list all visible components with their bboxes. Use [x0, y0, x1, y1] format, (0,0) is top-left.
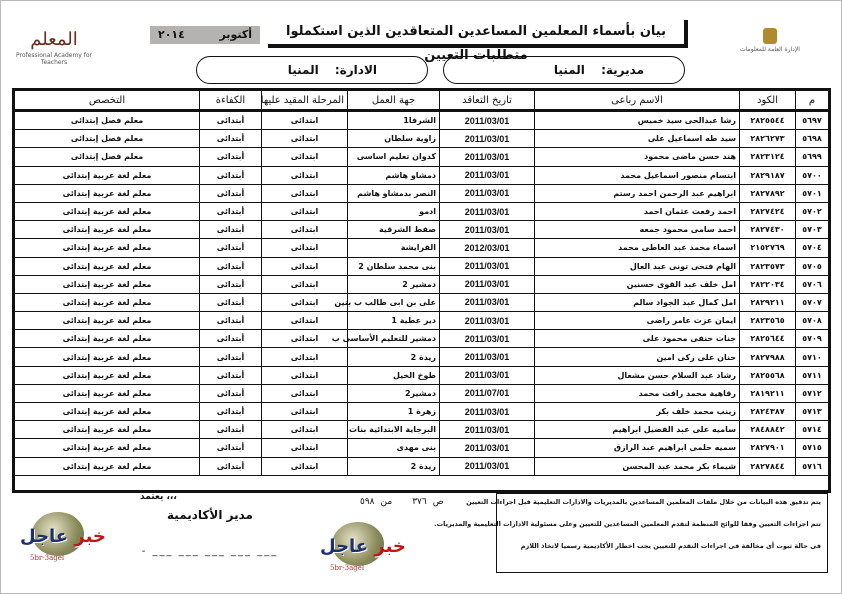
page-label: ص [432, 497, 444, 507]
watermark-text: خبر عاجل [20, 526, 106, 547]
table-row [14, 202, 830, 220]
serial-cell: ٥٧٠٨ [796, 312, 830, 330]
competency-cell: أبتدائى [200, 403, 262, 421]
name-cell: رشاد عبد السلام حسن مشعال [535, 366, 740, 384]
teachers-table [12, 88, 831, 493]
column-header: المرحلة المقيد عليها [262, 90, 348, 111]
code-cell: ٢٨٢٧٩٠١ [740, 439, 796, 457]
contract-date-cell: 2012/03/01 [440, 239, 535, 257]
competency-cell: أبتدائى [200, 148, 262, 166]
workplace-cell: بنى محمد سلطان 2 [348, 257, 440, 275]
name-cell: شيماء بكر محمد عبد المحسن [535, 457, 740, 475]
table-row [14, 239, 830, 257]
stage-cell: ابتدائى [262, 184, 348, 202]
page-number: ٣٧٦ [412, 497, 427, 507]
stage-cell: ابتدائى [262, 221, 348, 239]
ministry-logo-text: الإدارة العامة للمعلومات [740, 46, 800, 53]
name-cell: ساميه على عبد الفضيل ابراهيم [535, 421, 740, 439]
stage-cell: ابتدائى [262, 130, 348, 148]
workplace-cell: طوخ الخيل [348, 366, 440, 384]
code-cell: ٢٨٢٣٥٦٥ [740, 312, 796, 330]
specialty-cell: معلم لغة عربية إبتدائى [14, 403, 200, 421]
workplace-cell: كدوان تعليم اساسى [348, 148, 440, 166]
table-row [14, 366, 830, 384]
stage-cell: ابتدائى [262, 457, 348, 475]
code-cell: ٢٨١٩٢١١ [740, 384, 796, 402]
competency-cell: أبتدائى [200, 366, 262, 384]
stage-cell: ابتدائى [262, 330, 348, 348]
name-cell: الهام فتحى تونى عبد العال [535, 257, 740, 275]
table-row [14, 293, 830, 311]
contract-date-cell: 2011/03/01 [440, 421, 535, 439]
serial-cell: ٥٧٠٧ [796, 293, 830, 311]
stage-cell: ابتدائى [262, 257, 348, 275]
specialty-cell: معلم لغة عربية إبتدائى [14, 221, 200, 239]
academy-logo-text: Professional Academy for Teachers [16, 52, 92, 66]
blank-row [14, 475, 830, 491]
table-row [14, 330, 830, 348]
specialty-cell: معلم لغة عربية إبتدائى [14, 166, 200, 184]
competency-cell: أبتدائى [200, 330, 262, 348]
table-row [14, 257, 830, 275]
name-cell: ابراهيم عبد الرحمن احمد رستم [535, 184, 740, 202]
workplace-cell: القرايشة [348, 239, 440, 257]
table-row [14, 403, 830, 421]
specialty-cell: معلم لغة عربية إبتدائى [14, 330, 200, 348]
contract-date-cell: 2011/07/01 [440, 384, 535, 402]
date-year: ٢٠١٤ [158, 28, 185, 41]
stage-cell: ابتدائى [262, 148, 348, 166]
directorate-field [443, 56, 685, 84]
code-cell: ٢٨٤٨٨٤٢ [740, 421, 796, 439]
ministry-logo [735, 26, 805, 84]
name-cell: امل خلف عبد القوى حسنين [535, 275, 740, 293]
column-header: م [796, 90, 830, 111]
name-cell: احمد سامى محمود جمعه [535, 221, 740, 239]
table-row [14, 312, 830, 330]
serial-cell: ٥٧٠٥ [796, 257, 830, 275]
eagle-emblem-icon [763, 28, 777, 44]
notes-box [434, 493, 828, 573]
table-row [14, 421, 830, 439]
column-header: جهة العمل [348, 90, 440, 111]
workplace-cell: دمشير2 [348, 384, 440, 402]
serial-cell: ٥٧٠٤ [796, 239, 830, 257]
note-1: يتم تدقيق هذه البيانات من خلال ملفات المعلمين المساعدين بالمديريات والادارات التعليمية قبل اجراءات التعيين [466, 498, 821, 506]
competency-cell: أبتدائى [200, 111, 262, 130]
workplace-cell: ادمو [348, 202, 440, 220]
column-header: تاريخ التعاقد [440, 90, 535, 111]
code-cell: ٢٨٢٩٢١١ [740, 293, 796, 311]
code-cell: ٢٨٢٧٨٩٢ [740, 184, 796, 202]
competency-cell: أبتدائى [200, 239, 262, 257]
competency-cell: أبتدائى [200, 184, 262, 202]
name-cell: امل كمال عبد الجواد سالم [535, 293, 740, 311]
workplace-cell: دمشير 2 [348, 275, 440, 293]
competency-cell: أبتدائى [200, 257, 262, 275]
stage-cell: ابتدائى [262, 312, 348, 330]
stage-cell: ابتدائى [262, 366, 348, 384]
note-2: تتم اجراءات التعيين وفقا للوائح المنظمة لتقدم المعلمين المساعدين للتعيين وعلى مسئولية الادارات التعليمية والمديريات. [434, 520, 821, 528]
competency-cell: أبتدائى [200, 166, 262, 184]
contract-date-cell: 2011/03/01 [440, 111, 535, 130]
name-cell: حنان على زكى امين [535, 348, 740, 366]
workplace-cell: زهرة 1 [348, 403, 440, 421]
serial-cell: ٥٧٠٣ [796, 221, 830, 239]
serial-cell: ٥٧١٣ [796, 403, 830, 421]
serial-cell: ٥٦٩٨ [796, 130, 830, 148]
column-header: الكود [740, 90, 796, 111]
directorate-label: مديرية: [601, 63, 644, 77]
watermark-logo [320, 522, 406, 582]
workplace-cell: ريدة 2 [348, 348, 440, 366]
specialty-cell: معلم فصل إبتدائى [14, 148, 200, 166]
specialty-cell: معلم لغة عربية إبتدائى [14, 457, 200, 475]
stage-cell: ابتدائى [262, 239, 348, 257]
table-row [14, 384, 830, 402]
document-title: بيان بأسماء المعلمين المساعدين المتعاقدين الذين استكملوا متطلبات التعيين [268, 20, 688, 48]
administration-label: الادارة: [334, 63, 377, 77]
code-cell: ٢٨٢٥٦٤٤ [740, 330, 796, 348]
name-cell: سميه حلمى ابراهيم عبد الرازق [535, 439, 740, 457]
table-row [14, 111, 830, 130]
serial-cell: ٥٧١٤ [796, 421, 830, 439]
competency-cell: أبتدائى [200, 421, 262, 439]
watermark-text: خبر عاجل [320, 536, 406, 557]
signatory-title: مدير الأكاديمية [167, 508, 253, 522]
code-cell: ٢١٥٢٧٦٩ [740, 239, 796, 257]
watermark-logo [20, 512, 106, 572]
directorate-value: المنيا [553, 63, 585, 77]
competency-cell: أبتدائى [200, 202, 262, 220]
name-cell: سيد طه اسماعيل على [535, 130, 740, 148]
stage-cell: ابتدائى [262, 275, 348, 293]
table-row [14, 130, 830, 148]
competency-cell: أبتدائى [200, 275, 262, 293]
code-cell: ٢٨٢٧٤٢٤ [740, 202, 796, 220]
signature-block [140, 492, 280, 557]
contract-date-cell: 2011/03/01 [440, 330, 535, 348]
name-cell: زينب محمد خلف بكر [535, 403, 740, 421]
serial-cell: ٥٧٠١ [796, 184, 830, 202]
table-row [14, 166, 830, 184]
table-row [14, 348, 830, 366]
workplace-cell: النصر بدمشاو هاشم [348, 184, 440, 202]
specialty-cell: معلم لغة عربية إبتدائى [14, 184, 200, 202]
contract-date-cell: 2011/03/01 [440, 166, 535, 184]
specialty-cell: معلم فصل إبتدائى [14, 111, 200, 130]
competency-cell: أبتدائى [200, 221, 262, 239]
specialty-cell: معلم لغة عربية إبتدائى [14, 384, 200, 402]
contract-date-cell: 2011/03/01 [440, 312, 535, 330]
specialty-cell: معلم فصل إبتدائى [14, 130, 200, 148]
specialty-cell: معلم لغة عربية إبتدائى [14, 202, 200, 220]
workplace-cell: صفط الشرقية [348, 221, 440, 239]
code-cell: ٢٨٢٢٠٣٤ [740, 275, 796, 293]
competency-cell: أبتدائى [200, 439, 262, 457]
approve-text: ،،، يعتمد [140, 492, 177, 502]
competency-cell: أبتدائى [200, 130, 262, 148]
code-cell: ٢٨٢٣٥٧٣ [740, 257, 796, 275]
blank-cell [14, 475, 830, 491]
note-3: فى حالة ثبوت أى مخالفة فى اجراءات التقدم للتعيين يجب اخطار الأكاديمية رسميا لاتخاذ اللازم [520, 542, 821, 550]
contract-date-cell: 2011/03/01 [440, 439, 535, 457]
specialty-cell: معلم لغة عربية إبتدائى [14, 439, 200, 457]
column-header: الاسم رباعى [535, 90, 740, 111]
table-row [14, 148, 830, 166]
name-cell: اسماء محمد عبد العاطى محمد [535, 239, 740, 257]
stage-cell: ابتدائى [262, 403, 348, 421]
table-row [14, 275, 830, 293]
competency-cell: أبتدائى [200, 348, 262, 366]
contract-date-cell: 2011/03/01 [440, 148, 535, 166]
contract-date-cell: 2011/03/01 [440, 348, 535, 366]
contract-date-cell: 2011/03/01 [440, 257, 535, 275]
table-row [14, 457, 830, 475]
signature-line: ___ ___ ___ ___ ___ - [141, 546, 279, 557]
specialty-cell: معلم لغة عربية إبتدائى [14, 348, 200, 366]
workplace-cell: الشرفا1 [348, 111, 440, 130]
serial-cell: ٥٦٩٩ [796, 148, 830, 166]
serial-cell: ٥٧١٦ [796, 457, 830, 475]
code-cell: ٢٨٢٥٥٤٤ [740, 111, 796, 130]
code-cell: ٢٨٢٣١٢٤ [740, 148, 796, 166]
serial-cell: ٥٧١٠ [796, 348, 830, 366]
workplace-cell: دير عطية 1 [348, 312, 440, 330]
date-badge [150, 26, 260, 44]
administration-value: المنيا [287, 63, 319, 77]
name-cell: احمد رفعت عثمان احمد [535, 202, 740, 220]
stage-cell: ابتدائى [262, 293, 348, 311]
page-counter [360, 497, 444, 507]
stage-cell: ابتدائى [262, 421, 348, 439]
stage-cell: ابتدائى [262, 202, 348, 220]
competency-cell: أبتدائى [200, 457, 262, 475]
name-cell: ايمان عزت عامر راضى [535, 312, 740, 330]
code-cell: ٢٨٢٩١٨٧ [740, 166, 796, 184]
specialty-cell: معلم لغة عربية إبتدائى [14, 366, 200, 384]
name-cell: جنات حنفى محمود على [535, 330, 740, 348]
code-cell: ٢٨٢٧٨٤٤ [740, 457, 796, 475]
watermark-latin: 5br-3agel [330, 564, 365, 572]
serial-cell: ٥٧١٥ [796, 439, 830, 457]
name-cell: هند حسن ماضى محمود [535, 148, 740, 166]
workplace-cell: ريدة 2 [348, 457, 440, 475]
specialty-cell: معلم لغة عربية إبتدائى [14, 275, 200, 293]
competency-cell: أبتدائى [200, 293, 262, 311]
specialty-cell: معلم لغة عربية إبتدائى [14, 257, 200, 275]
academy-logo-calligraphy: المعلم [30, 29, 78, 50]
of-label: من [380, 497, 393, 507]
column-header: الكفاءة [200, 90, 262, 111]
contract-date-cell: 2011/03/01 [440, 184, 535, 202]
code-cell: ٢٨٢٤٣٨٧ [740, 403, 796, 421]
name-cell: رقاهية محمد رافت محمد [535, 384, 740, 402]
contract-date-cell: 2011/03/01 [440, 403, 535, 421]
specialty-cell: معلم لغة عربية إبتدائى [14, 312, 200, 330]
serial-cell: ٥٧١١ [796, 366, 830, 384]
serial-cell: ٥٧٠٩ [796, 330, 830, 348]
workplace-cell: على بن ابى طالب ب بنين [348, 293, 440, 311]
contract-date-cell: 2011/03/01 [440, 366, 535, 384]
contract-date-cell: 2011/03/01 [440, 293, 535, 311]
academy-logo [14, 28, 94, 84]
contract-date-cell: 2011/03/01 [440, 130, 535, 148]
competency-cell: أبتدائى [200, 384, 262, 402]
specialty-cell: معلم لغة عربية إبتدائى [14, 239, 200, 257]
stage-cell: ابتدائى [262, 111, 348, 130]
column-header: التخصص [14, 90, 200, 111]
serial-cell: ٥٦٩٧ [796, 111, 830, 130]
table-row [14, 439, 830, 457]
stage-cell: ابتدائى [262, 166, 348, 184]
workplace-cell: دمشير للتعليم الأساسى ب [348, 330, 440, 348]
serial-cell: ٥٧٠٠ [796, 166, 830, 184]
table-row [14, 221, 830, 239]
name-cell: رشا عبدالحى سيد خميس [535, 111, 740, 130]
serial-cell: ٥٧٠٢ [796, 202, 830, 220]
contract-date-cell: 2011/03/01 [440, 457, 535, 475]
workplace-cell: البرجاية الابتدائية بنات [348, 421, 440, 439]
contract-date-cell: 2011/03/01 [440, 202, 535, 220]
code-cell: ٢٨٢٥٥٦٨ [740, 366, 796, 384]
contract-date-cell: 2011/03/01 [440, 275, 535, 293]
date-month: أكتوبر [219, 28, 252, 41]
table-header-row [14, 90, 830, 111]
competency-cell: أبتدائى [200, 312, 262, 330]
serial-cell: ٥٧٠٦ [796, 275, 830, 293]
code-cell: ٢٨٢٧٩٨٨ [740, 348, 796, 366]
specialty-cell: معلم لغة عربية إبتدائى [14, 293, 200, 311]
stage-cell: ابتدائى [262, 384, 348, 402]
table-row [14, 184, 830, 202]
name-cell: ابتسام منصور اسماعيل محمد [535, 166, 740, 184]
workplace-cell: زاوية سلطان [348, 130, 440, 148]
watermark-latin: 5br-3agel [30, 554, 65, 562]
administration-field [196, 56, 428, 84]
serial-cell: ٥٧١٢ [796, 384, 830, 402]
page-total: ٥٩٨ [360, 497, 375, 507]
workplace-cell: دمشاو هاشم [348, 166, 440, 184]
stage-cell: ابتدائى [262, 439, 348, 457]
code-cell: ٢٨٢٦٢٧٣ [740, 130, 796, 148]
stage-cell: ابتدائى [262, 348, 348, 366]
workplace-cell: بنى مهدى [348, 439, 440, 457]
specialty-cell: معلم لغة عربية إبتدائى [14, 421, 200, 439]
code-cell: ٢٨٢٧٤٣٠ [740, 221, 796, 239]
contract-date-cell: 2011/03/01 [440, 221, 535, 239]
